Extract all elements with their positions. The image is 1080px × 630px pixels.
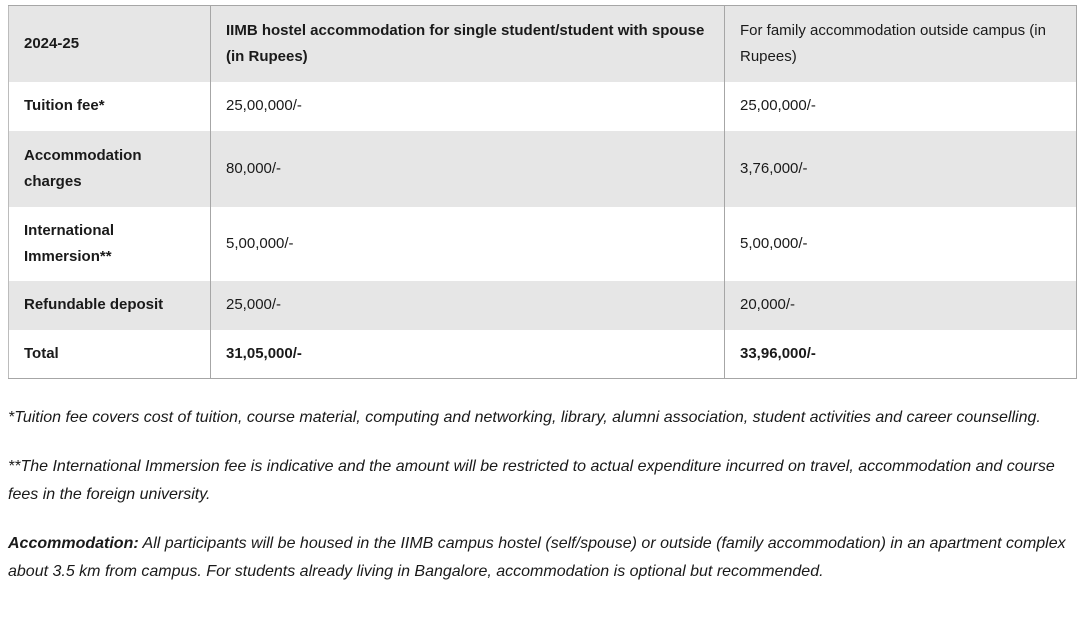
hostel-value: 5,00,000/- bbox=[211, 207, 725, 281]
hostel-value: 25,00,000/- bbox=[211, 82, 725, 131]
family-value: 5,00,000/- bbox=[725, 207, 1077, 281]
row-label: International Immersion** bbox=[9, 207, 211, 281]
header-hostel: IIMB hostel accommodation for single student/student with spouse (in Rupees) bbox=[211, 6, 725, 82]
table-row-total bbox=[9, 330, 1077, 379]
row-label: Total bbox=[9, 330, 211, 379]
accommodation-label: Accommodation: bbox=[8, 535, 139, 552]
table-row-refundable-deposit bbox=[9, 281, 1077, 330]
accommodation-text: All participants will be housed in the IIMB campus hostel (self/spouse) or outside (family accommodation) in an apartment complex about 3.5 km from campus. For students already living in Bangalore, accommodation is optional but recommended. bbox=[8, 535, 1066, 580]
family-value: 20,000/- bbox=[725, 281, 1077, 330]
header-family: For family accommodation outside campus (in Rupees) bbox=[725, 6, 1077, 82]
table-row-international-immersion bbox=[9, 207, 1077, 281]
fee-table bbox=[8, 5, 1077, 379]
accommodation-note bbox=[8, 530, 1074, 586]
family-value: 25,00,000/- bbox=[725, 82, 1077, 131]
hostel-value: 80,000/- bbox=[211, 131, 725, 207]
table-row-accommodation bbox=[9, 131, 1077, 207]
family-total: 33,96,000/- bbox=[725, 330, 1077, 379]
header-year: 2024-25 bbox=[9, 6, 211, 82]
row-label: Accommodation charges bbox=[9, 131, 211, 207]
table-header-row bbox=[9, 6, 1077, 82]
row-label: Refundable deposit bbox=[9, 281, 211, 330]
hostel-total: 31,05,000/- bbox=[211, 330, 725, 379]
family-value: 3,76,000/- bbox=[725, 131, 1077, 207]
footnotes bbox=[8, 404, 1074, 586]
row-label: Tuition fee* bbox=[9, 82, 211, 131]
tuition-footnote: *Tuition fee covers cost of tuition, course material, computing and networking, library, alumni association, student activities and career counselling. bbox=[8, 409, 1041, 426]
table-row-tuition bbox=[9, 82, 1077, 131]
immersion-footnote: **The International Immersion fee is indicative and the amount will be restricted to actual expenditure incurred on travel, accommodation and course fees in the foreign university. bbox=[8, 458, 1055, 503]
hostel-value: 25,000/- bbox=[211, 281, 725, 330]
